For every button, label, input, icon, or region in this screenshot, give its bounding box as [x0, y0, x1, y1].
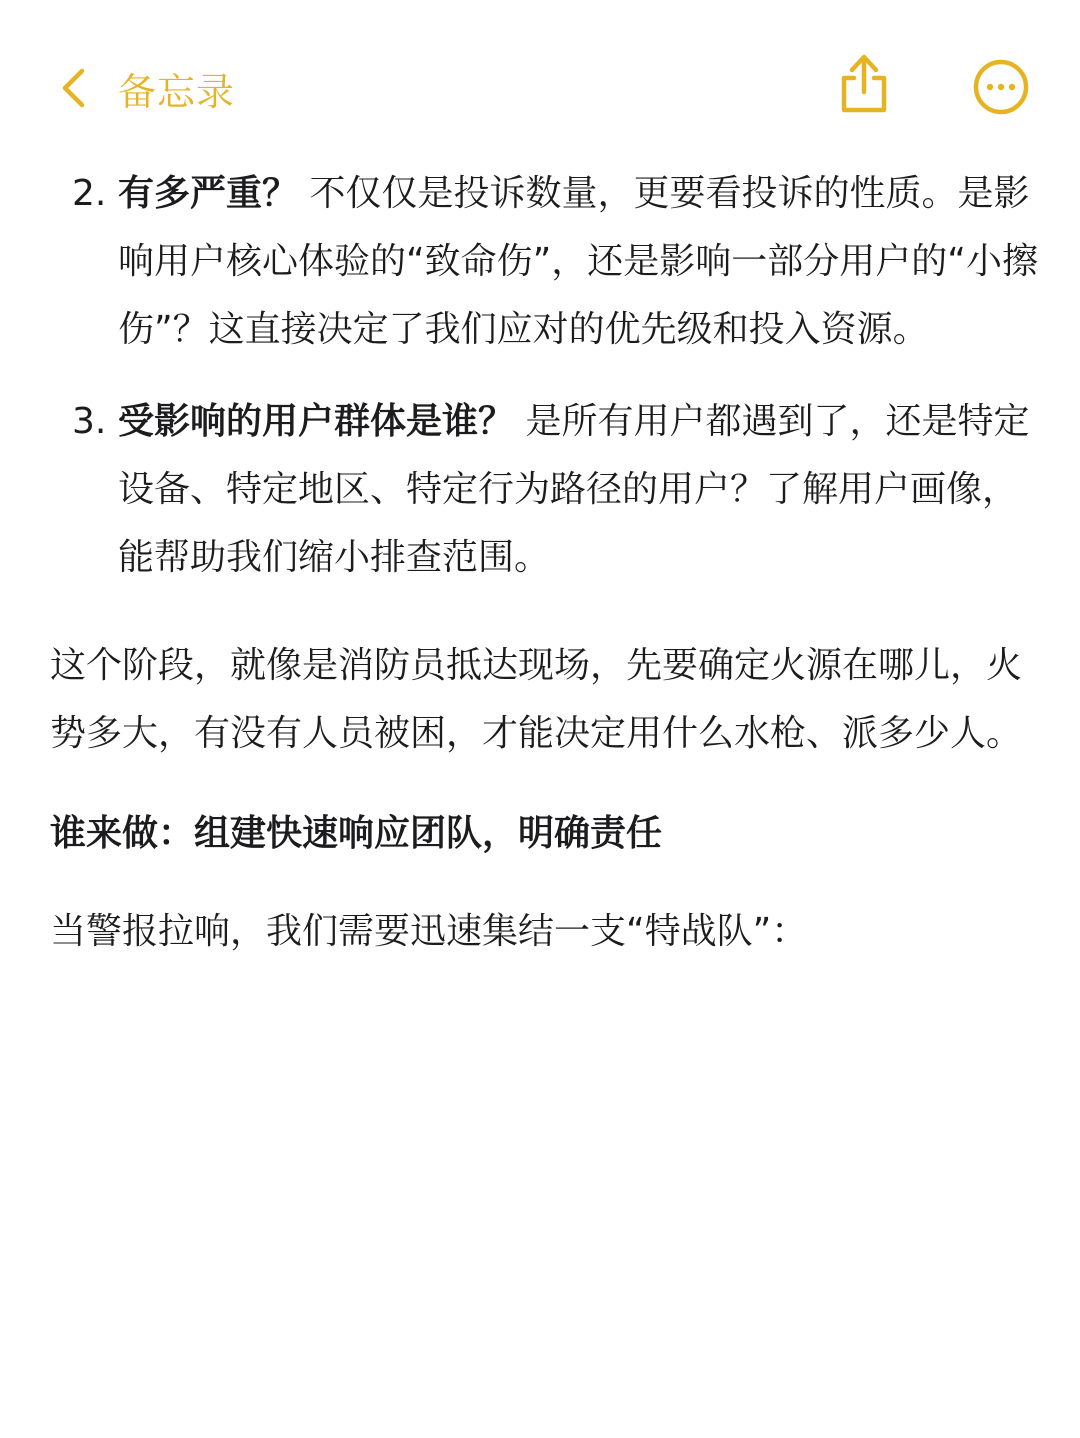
- list-item-title: 有多严重？: [118, 173, 299, 214]
- section-heading: 谁来做：组建快速响应团队，明确责任: [50, 813, 663, 854]
- paragraph-firefighter-analogy: 这个阶段，就像是消防员抵达现场，先要确定火源在哪儿，火势多大，有没有人员被困，才能决定用什么水枪、派多少人。: [50, 645, 1023, 754]
- list-item-text: 是所有用户都遇到了，还是特定设备、特定地区、特定行为路径的用户？了解用户画像，能帮助我们缩小排查范围。: [118, 401, 1030, 578]
- ellipsis-circle-icon[interactable]: [972, 58, 1030, 120]
- list-item-text: 不仅仅是投诉数量，更要看投诉的性质。是影响用户核心体验的“致命伤”，还是影响一部分用户的“小擦伤”？这直接决定了我们应对的优先级和投入资源。: [118, 173, 1038, 350]
- list-item: [50, 388, 1040, 592]
- list-number: 2.: [72, 173, 107, 214]
- list-item: [50, 160, 1040, 364]
- paragraph-team-intro: 当警报拉响，我们需要迅速集结一支“特战队”：: [50, 911, 808, 952]
- back-button[interactable]: [60, 56, 235, 120]
- back-label: 备忘录: [118, 69, 236, 114]
- navigation-bar: [0, 0, 1080, 150]
- chevron-left-icon: [60, 68, 86, 108]
- note-body[interactable]: [50, 160, 1040, 966]
- list-item-title: 受影响的用户群体是谁？: [118, 401, 515, 442]
- list-number: 3.: [72, 401, 107, 442]
- share-icon[interactable]: [836, 52, 892, 120]
